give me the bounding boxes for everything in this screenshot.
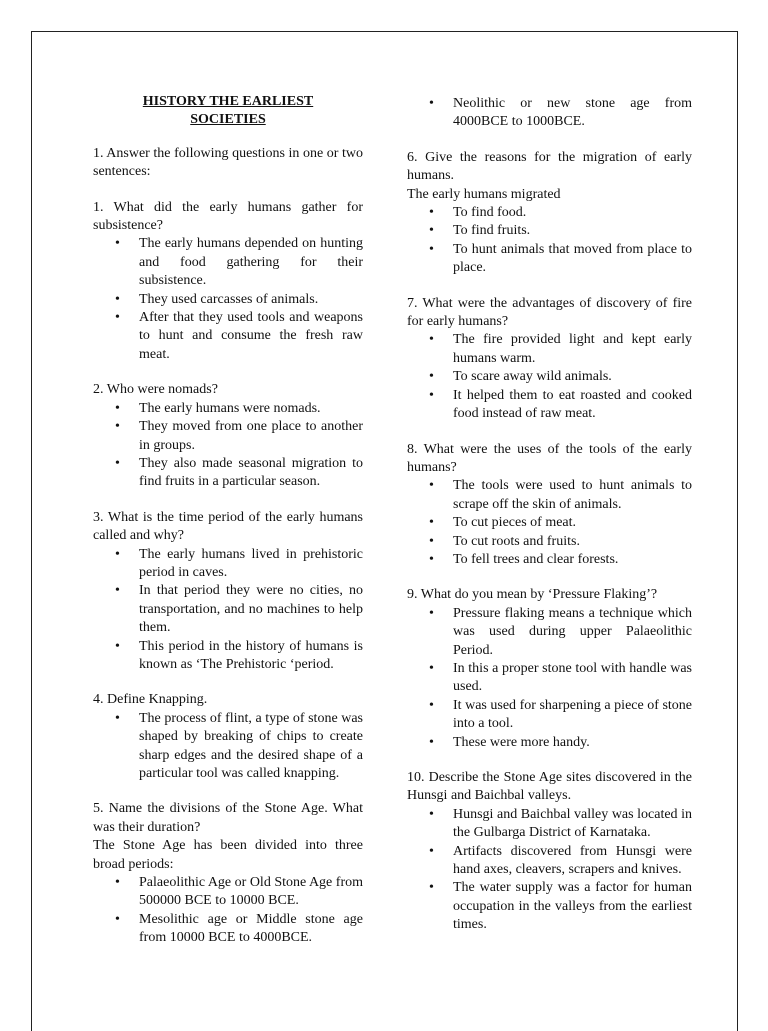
list-item: • Neolithic or new stone age from 4000BCE to 1000BCE. [407, 95, 692, 132]
question-5 [93, 800, 363, 947]
question-7-answers [407, 331, 692, 423]
list-item: • The process of flint, a type of stone was shaped by breaking of chips to create sharp edges and the desired shape of a particular tool was called knapping. [93, 710, 363, 784]
list-item: • Mesolithic age or Middle stone age from 10000 BCE to 4000BCE. [93, 911, 363, 948]
list-item: • In this a proper stone tool with handle was used. [407, 660, 692, 697]
list-item: • Palaeolithic Age or Old Stone Age from 500000 BCE to 10000 BCE. [93, 874, 363, 911]
list-item: • They used carcasses of animals. [93, 291, 363, 309]
question-10-answers [407, 806, 692, 935]
list-item: • It was used for sharpening a piece of stone into a tool. [407, 697, 692, 734]
question-4-answers [93, 710, 363, 784]
question-5-lead: The Stone Age has been divided into three broad periods: [93, 838, 363, 872]
list-item: • To cut roots and fruits. [407, 533, 692, 551]
question-8-answers [407, 477, 692, 569]
right-column [407, 95, 692, 935]
list-item: • To fell trees and clear forests. [407, 551, 692, 569]
question-7 [407, 295, 692, 424]
question-1 [93, 199, 363, 365]
question-6-answers [407, 204, 692, 278]
list-item: • It helped them to eat roasted and cooked food instead of raw meat. [407, 387, 692, 424]
question-2 [93, 381, 363, 491]
list-item: • To cut pieces of meat. [407, 514, 692, 532]
list-item: • The early humans were nomads. [93, 400, 363, 418]
list-item: • To hunt animals that moved from place to place. [407, 241, 692, 278]
question-3-answers [93, 546, 363, 675]
question-6-text: 6. Give the reasons for the migration of early humans. [407, 149, 692, 184]
question-9-text: 9. What do you mean by ‘Pressure Flaking’? [407, 587, 658, 603]
question-5-answers-continued [407, 95, 692, 132]
list-item: • The water supply was a factor for human occupation in the valleys from the earliest times. [407, 879, 692, 934]
list-item: • After that they used tools and weapons to hunt and consume the fresh raw meat. [93, 309, 363, 364]
question-8-text: 8. What were the uses of the tools of the early humans? [407, 441, 692, 475]
question-4-text: 4. Define Knapping. [93, 692, 208, 708]
question-1-text: 1. What did the early humans gather for subsistence? [93, 199, 363, 234]
question-9 [407, 586, 692, 752]
list-item: • This period in the history of humans is known as ‘The Prehistoric ‘period. [93, 638, 363, 675]
question-2-text: 2. Who were nomads? [93, 382, 218, 398]
list-item: • Hunsgi and Baichbal valley was located in the Gulbarga District of Karnataka. [407, 806, 692, 843]
question-8 [407, 441, 692, 570]
question-9-answers [407, 605, 692, 752]
list-item: • In that period they were no cities, no transportation, and no machines to help them. [93, 582, 363, 637]
list-item: • Pressure flaking means a technique which was used during upper Palaeolithic Period. [407, 605, 692, 660]
list-item: • To find food. [407, 204, 692, 222]
question-3-text: 3. What is the time period of the early humans called and why? [93, 509, 363, 544]
question-5-answers [93, 874, 363, 948]
question-10-text: 10. Describe the Stone Age sites discovered in the Hunsgi and Baichbal valleys. [407, 770, 692, 804]
list-item: • The fire provided light and kept early humans warm. [407, 331, 692, 368]
list-item: • These were more handy. [407, 734, 692, 752]
list-item: • To find fruits. [407, 222, 692, 240]
question-5-text: 5. Name the divisions of the Stone Age. What was their duration? [93, 801, 363, 835]
list-item: • The early humans depended on hunting and food gathering for their subsistence. [93, 235, 363, 290]
document-title: HISTORY THE EARLIEST SOCIETIES [142, 94, 314, 128]
question-6 [407, 149, 692, 278]
list-item: • They moved from one place to another in groups. [93, 418, 363, 455]
list-item: • The tools were used to hunt animals to scrape off the skin of animals. [407, 477, 692, 514]
question-6-lead: The early humans migrated [407, 186, 561, 202]
question-3 [93, 509, 363, 675]
intro-text: 1. Answer the following questions in one or two sentences: [93, 145, 363, 180]
question-4 [93, 691, 363, 783]
list-item: • The early humans lived in prehistoric period in caves. [93, 546, 363, 583]
question-7-text: 7. What were the advantages of discovery of fire for early humans? [407, 295, 692, 330]
list-item: • Artifacts discovered from Hunsgi were hand axes, cleavers, scrapers and knives. [407, 843, 692, 880]
left-column [93, 93, 363, 948]
question-1-answers [93, 235, 363, 364]
document-page [31, 31, 738, 1031]
list-item: • They also made seasonal migration to find fruits in a particular season. [93, 455, 363, 492]
question-10 [407, 769, 692, 935]
question-2-answers [93, 400, 363, 492]
list-item: • To scare away wild animals. [407, 368, 692, 386]
